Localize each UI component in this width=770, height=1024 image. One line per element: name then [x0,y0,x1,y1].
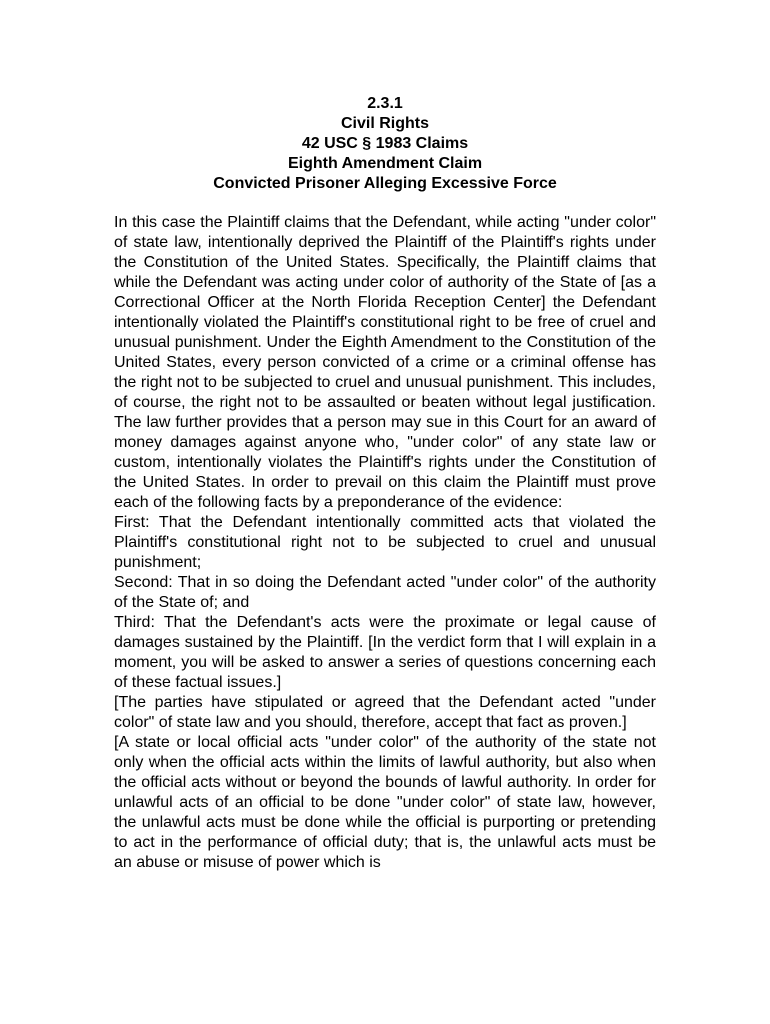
heading-statute: 42 USC § 1983 Claims [301,135,469,152]
paragraph-second-element: Second: That in so doing the Defendant acted "under color" of the authority of the State of; and [114,574,656,611]
document-body [114,213,656,913]
paragraph-stipulation: [The parties have stipulated or agreed that the Defendant acted "under color" of state law and you should, therefore, accept that fact as proven.] [114,694,656,731]
paragraph-third-element: Third: That the Defendant's acts were the proximate or legal cause of damages sustained by the Plaintiff. [In the verdict form that I will explain in a moment, you will be asked to answer a series of questions concerning each of these factual issues.] [114,614,656,691]
heading-claim: Eighth Amendment Claim [287,155,483,172]
paragraph-under-color-definition: [A state or local official acts "under color" of the authority of the state not only when the official acts within the limits of lawful authority, but also when the official acts without or beyond the bounds of lawful authority. In order for unlawful acts of an official to be done "under color" of state law, however, the unlawful acts must be done while the official is purporting or pretending to act in the performance of official duty; that is, the unlawful acts must be an abuse or misuse of power which is [114,734,656,871]
paragraph-intro: In this case the Plaintiff claims that the Defendant, while acting "under color" of state law, intentionally deprived the Plaintiff of the Plaintiff's rights under the Constitution of the United States. Specifically, the Plaintiff claims that while the Defendant was acting under color of authority of the State of [as a Correctional Officer at the North Florida Reception Center] the Defendant intentionally violated the Plaintiff's constitutional right to be free of cruel and unusual punishment. Under the Eighth Amendment to the Constitution of the United States, every person convicted of a crime or a criminal offense has the right not to be subjected to cruel and unusual punishment. This includes, of course, the right not to be assaulted or beaten without legal justification. The law further provides that a person may sue in this Court for an award of money damages against anyone who, "under color" of any state law or custom, intentionally violates the Plaintiff's rights under the Constitution of the United States. In order to prevail on this claim the Plaintiff must prove each of the following facts by a preponderance of the evidence: [114,214,656,511]
document-heading [114,94,656,194]
heading-category: Civil Rights [340,115,429,132]
heading-subject: Convicted Prisoner Alleging Excessive Force [213,175,557,192]
paragraph-first-element: First: That the Defendant intentionally committed acts that violated the Plaintiff's constitutional right not to be subjected to cruel and unusual punishment; [114,514,656,571]
section-number: 2.3.1 [367,95,403,112]
